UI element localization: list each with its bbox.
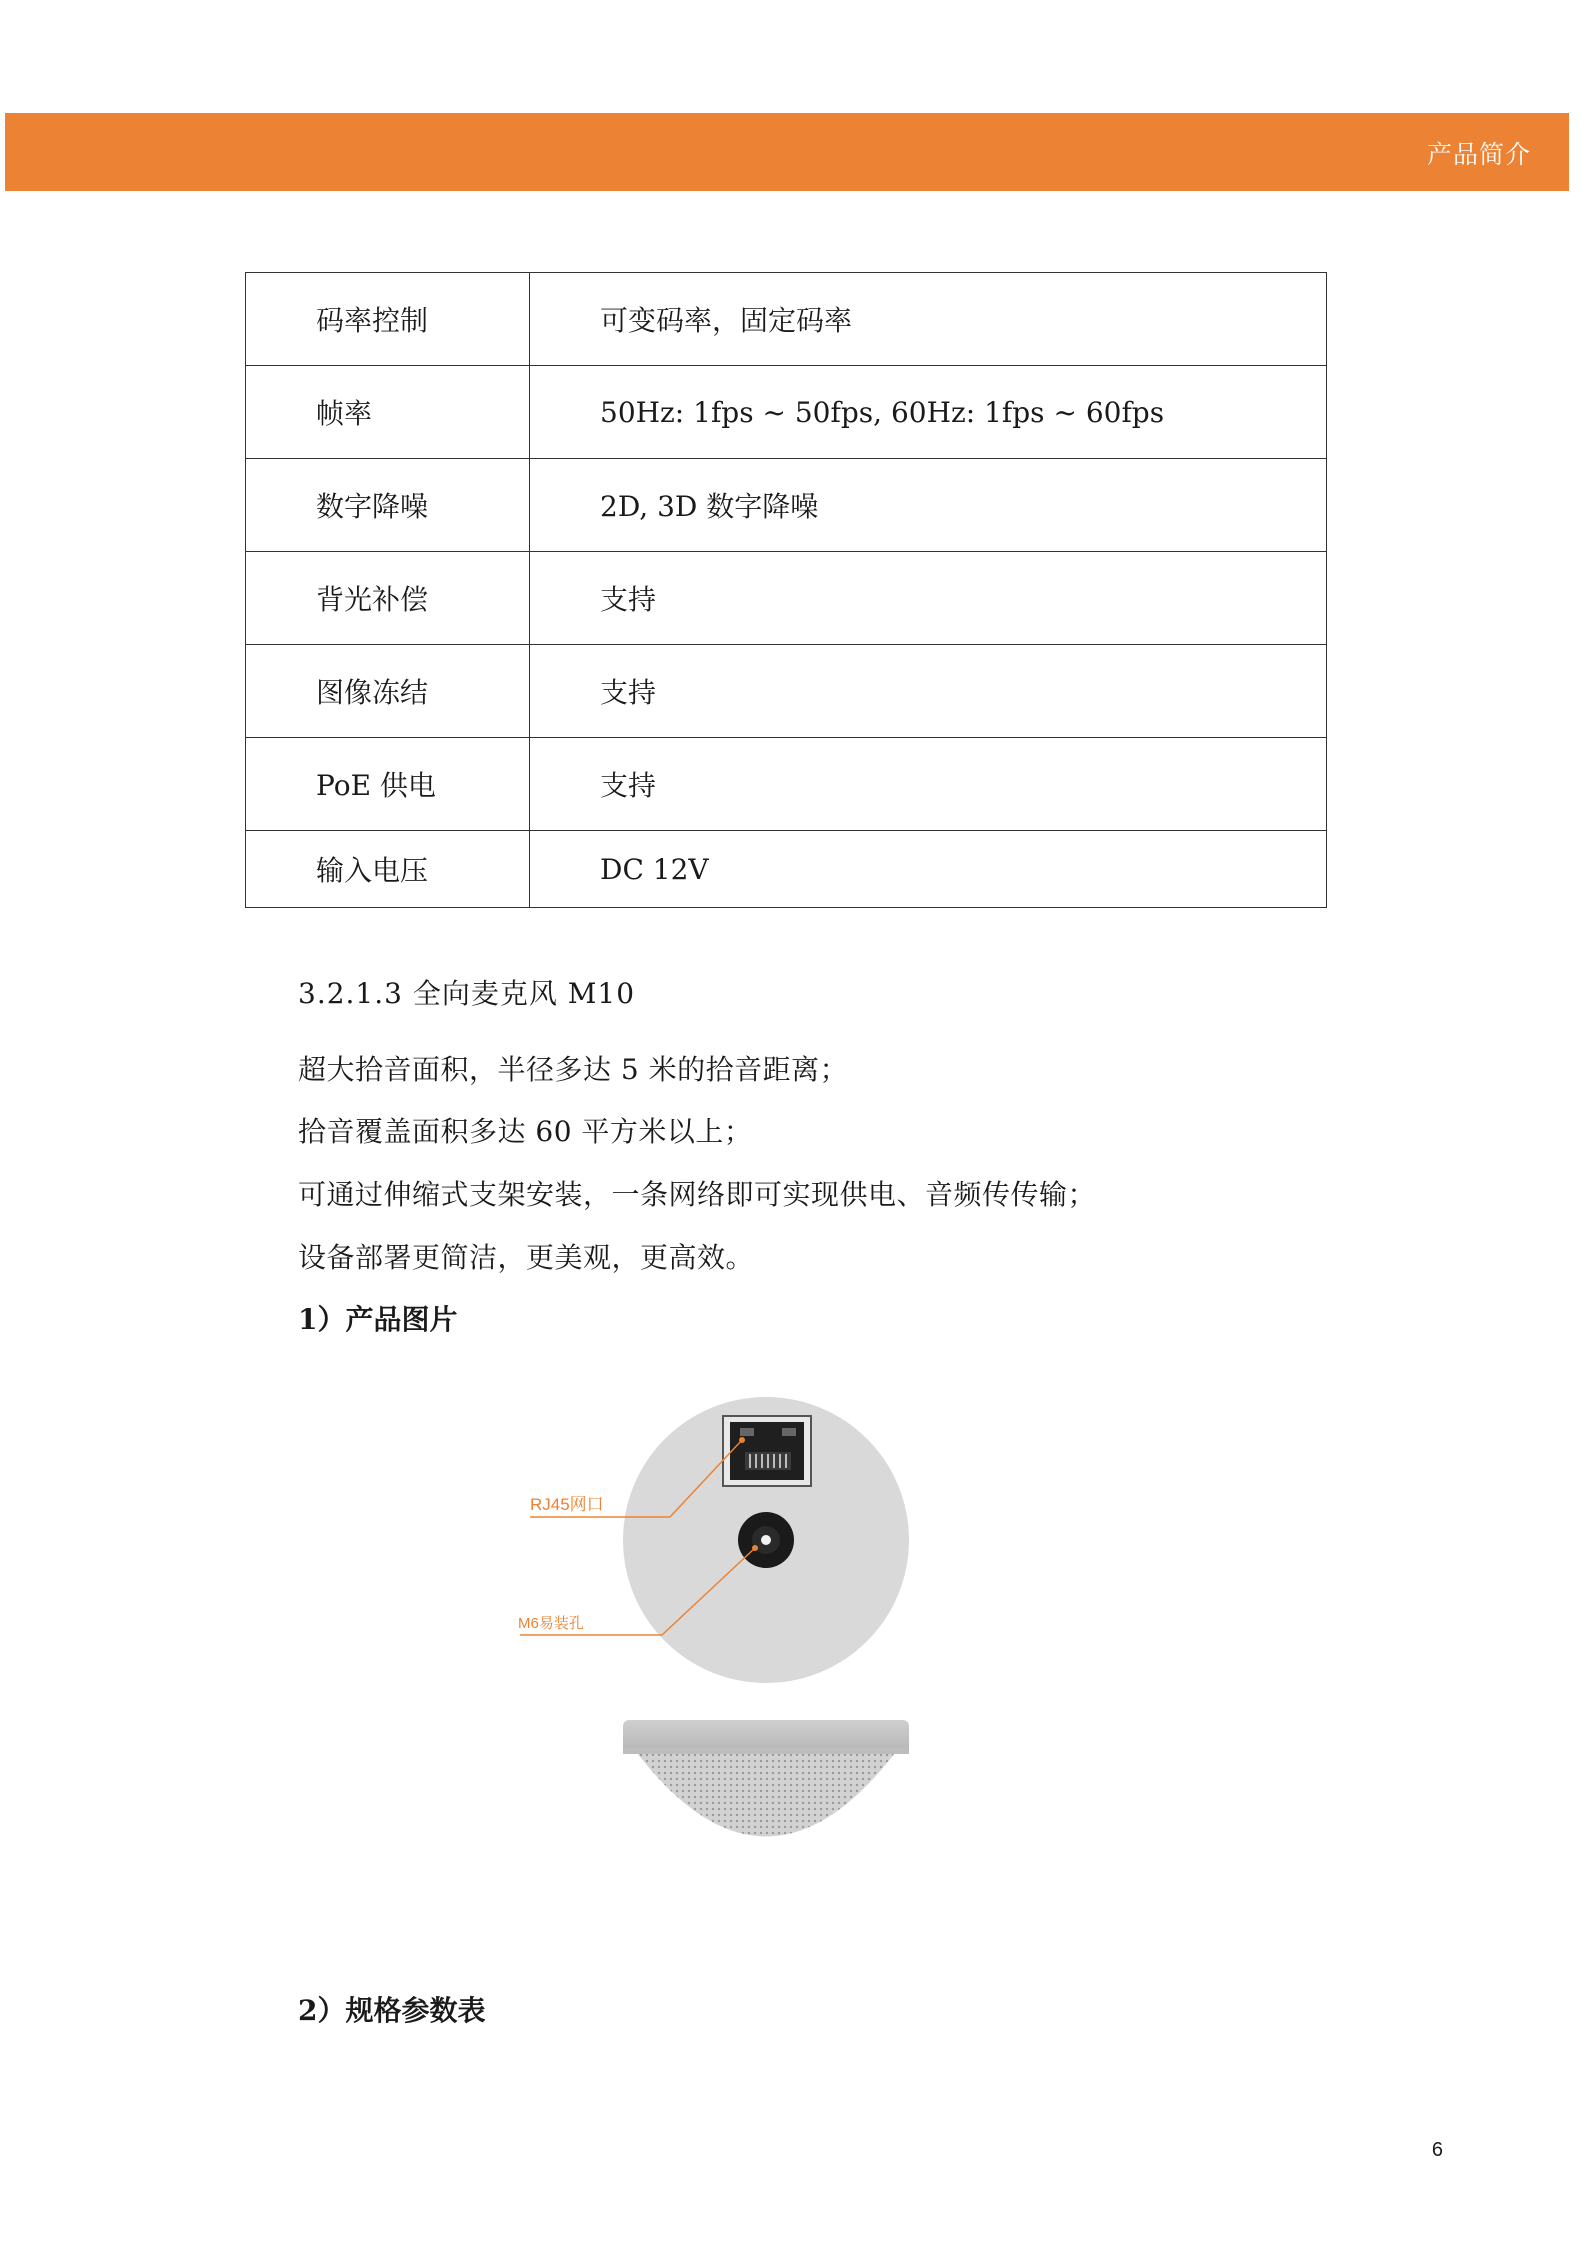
paragraph: 拾音覆盖面积多达 60 平方米以上；: [298, 1115, 753, 1148]
mic-side-view: [623, 1720, 909, 1837]
table-row: [246, 831, 1327, 908]
row-label: PoE 供电: [246, 738, 530, 831]
microphone-figure: [500, 1380, 940, 1910]
row-label: 背光补偿: [246, 552, 530, 645]
row-label: 码率控制: [246, 273, 530, 366]
row-value: DC 12V: [530, 831, 1327, 908]
row-label: 输入电压: [246, 831, 530, 908]
row-value: 支持: [530, 552, 1327, 645]
page-number: 6: [1431, 2139, 1443, 2161]
section-heading: 3.2.1.3 全向麦克风 M10: [298, 977, 636, 1010]
row-value: 支持: [530, 738, 1327, 831]
table-row: [246, 366, 1327, 459]
table-row: [246, 459, 1327, 552]
table-row: [246, 645, 1327, 738]
row-value: 支持: [530, 645, 1327, 738]
spec-table: [245, 272, 1327, 908]
header-title: 产品简介: [1426, 140, 1531, 169]
row-label: 图像冻结: [246, 645, 530, 738]
mount-hole-icon: [738, 1512, 794, 1568]
header-bar: [5, 113, 1569, 191]
row-value: 2D, 3D 数字降噪: [530, 459, 1327, 552]
mount-label: M6易装孔: [518, 1615, 584, 1632]
paragraph: 超大拾音面积，半径多达 5 米的拾音距离；: [298, 1053, 849, 1086]
row-label: 数字降噪: [246, 459, 530, 552]
row-label: 帧率: [246, 366, 530, 459]
table-row: [246, 273, 1327, 366]
row-value: 可变码率，固定码率: [530, 273, 1327, 366]
row-value: 50Hz: 1fps ~ 50fps, 60Hz: 1fps ~ 60fps: [530, 366, 1327, 459]
rj45-label: RJ45网口: [530, 1495, 604, 1514]
paragraph: 设备部署更简洁，更美观，更高效。: [298, 1241, 755, 1274]
table-row: [246, 552, 1327, 645]
paragraph: 可通过伸缩式支架安装，一条网络即可实现供电、音频传传输；: [298, 1178, 1097, 1211]
callout-dot: [739, 1437, 745, 1443]
product-image-heading: 1）产品图片: [298, 1303, 458, 1336]
callout-dot: [752, 1545, 758, 1551]
spec-heading: 2）规格参数表: [298, 1994, 486, 2027]
rj45-port-icon: [723, 1416, 811, 1486]
table-row: [246, 738, 1327, 831]
